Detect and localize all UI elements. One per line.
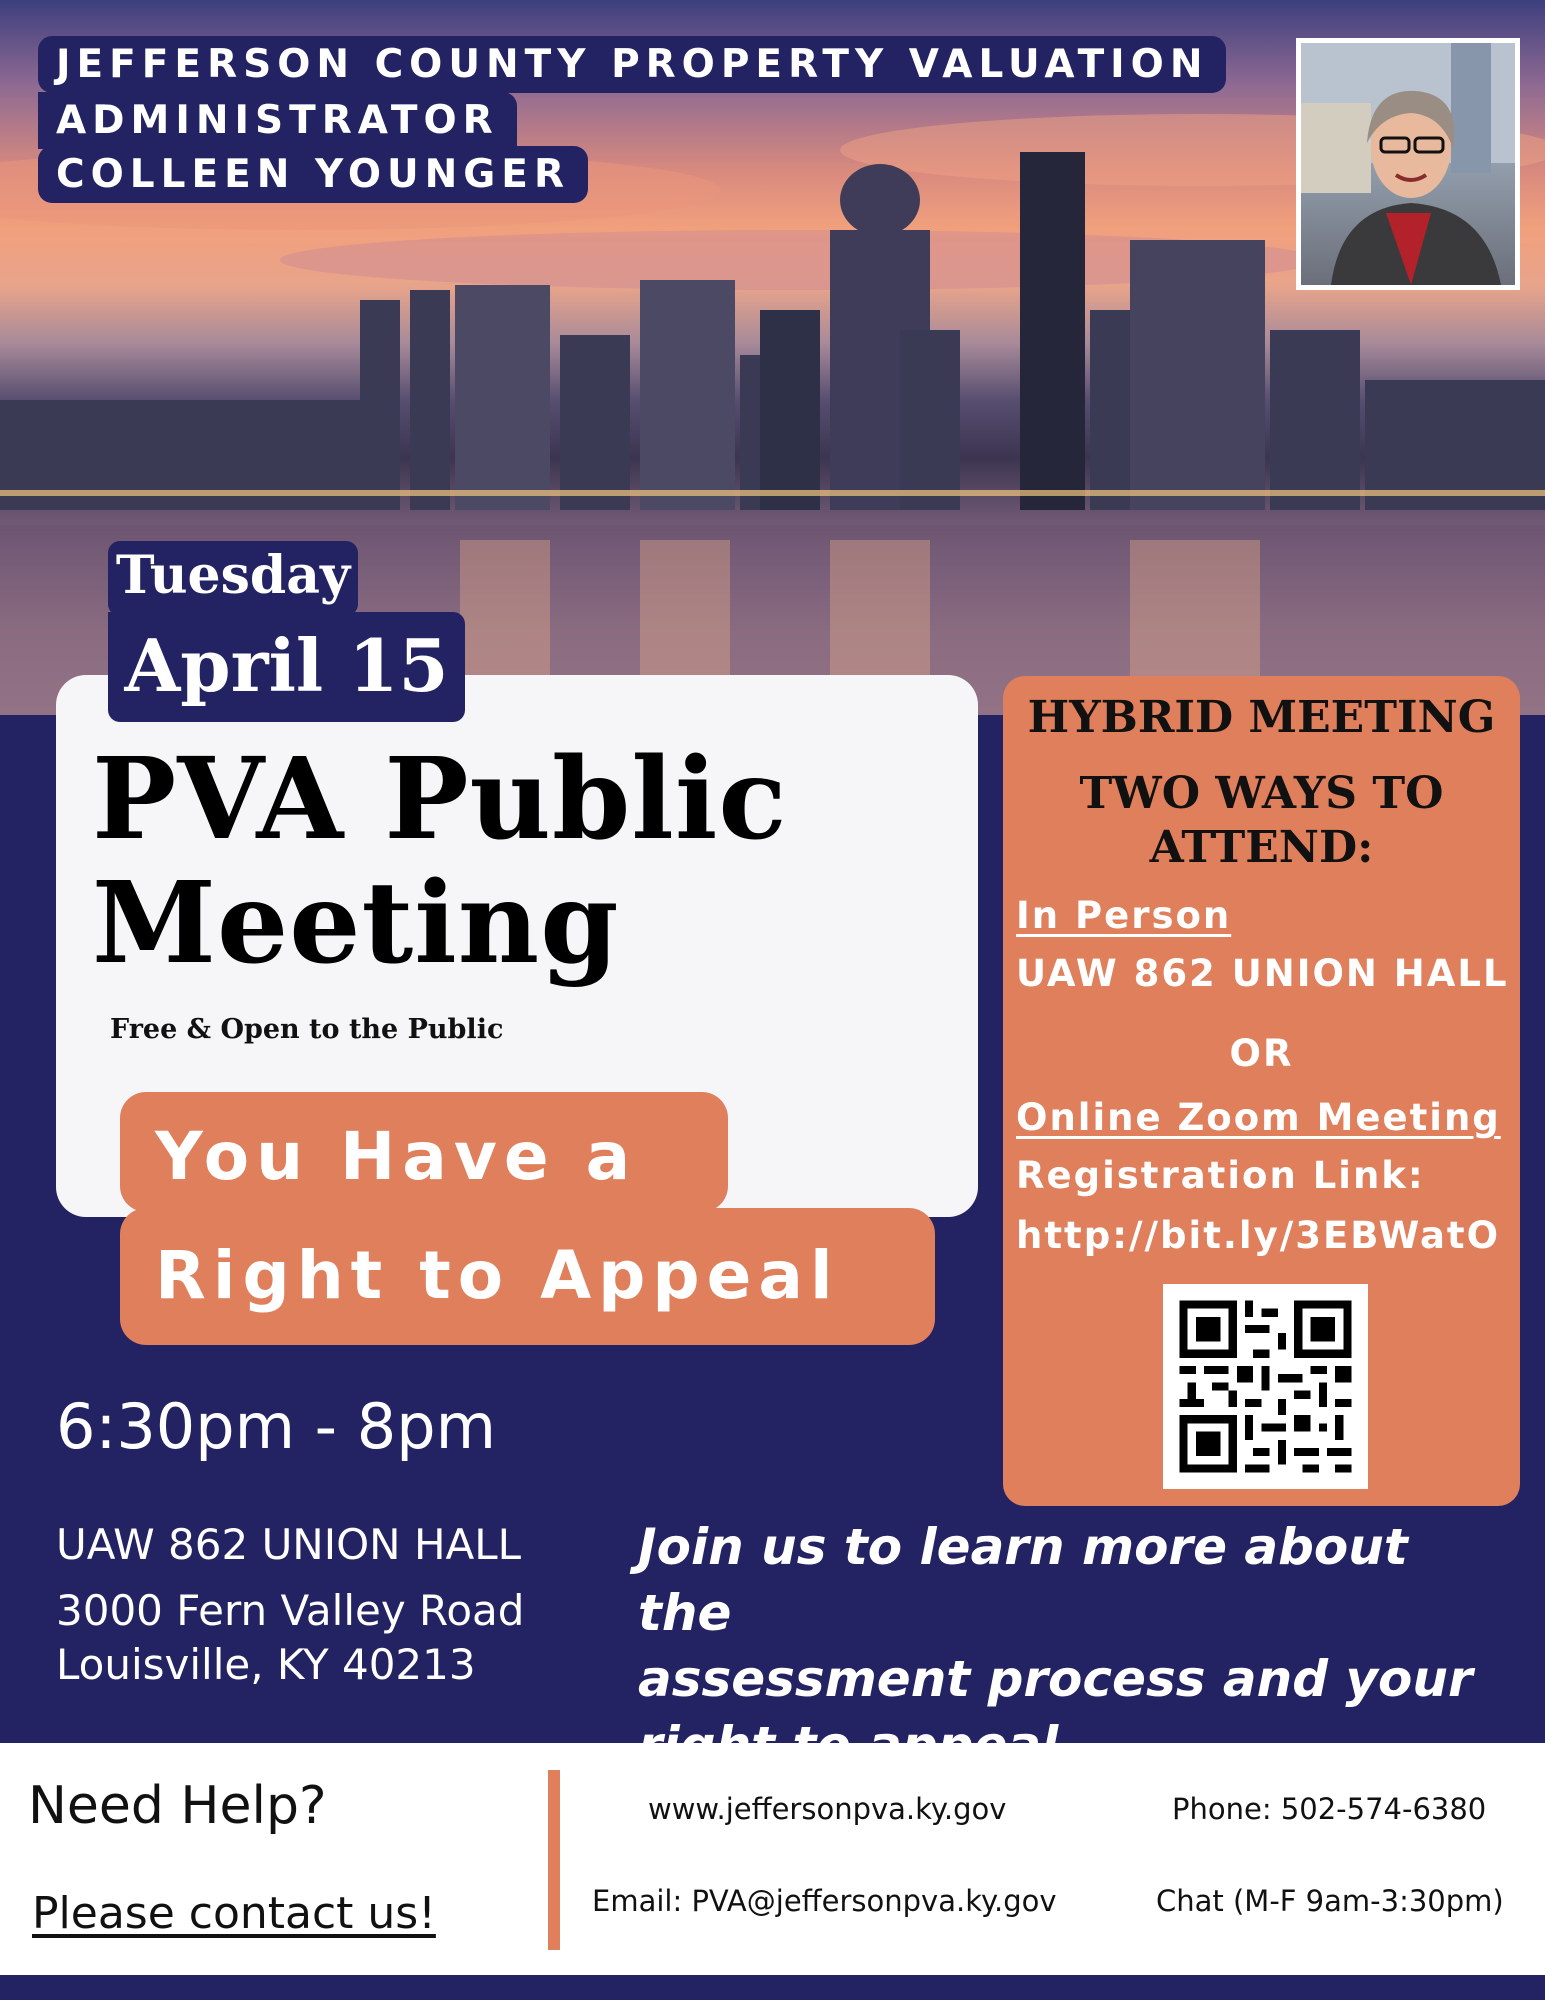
- online-zoom-label: Online Zoom Meeting: [1016, 1096, 1501, 1139]
- join-message: [638, 1514, 1518, 1778]
- join-line-2: assessment process and your: [638, 1650, 1473, 1708]
- event-title-line-2: Meeting: [92, 858, 620, 989]
- in-person-label: In Person: [1016, 894, 1232, 937]
- phone-number: Phone: 502-574-6380: [1172, 1792, 1487, 1826]
- ways-to-attend-line-2: ATTEND:: [1149, 822, 1374, 873]
- in-person-venue: UAW 862 UNION HALL: [1016, 952, 1509, 995]
- header-line-2: ADMINISTRATOR: [38, 92, 517, 149]
- venue-name: UAW 862 UNION HALL: [56, 1520, 522, 1569]
- administrator-portrait: [1296, 38, 1520, 290]
- footer-divider: [548, 1770, 560, 1950]
- qr-code[interactable]: [1163, 1284, 1368, 1489]
- join-line-1: Join us to learn more about the: [638, 1518, 1408, 1642]
- hybrid-heading: HYBRID MEETING: [1027, 692, 1496, 743]
- ways-to-attend-line-1: TWO WAYS TO: [1079, 768, 1444, 819]
- or-label: OR: [1229, 1032, 1294, 1075]
- need-help-heading: Need Help?: [28, 1776, 327, 1836]
- appeal-line-1: You Have a: [155, 1118, 638, 1195]
- registration-link[interactable]: http://bit.ly/3EBWatO: [1016, 1214, 1501, 1257]
- event-title-line-1: PVA Public: [92, 734, 788, 865]
- header-line-1: JEFFERSON COUNTY PROPERTY VALUATION: [38, 36, 1226, 93]
- venue-city: Louisville, KY 40213: [56, 1640, 476, 1689]
- event-title: [92, 734, 788, 989]
- chat-hours: Chat (M-F 9am-3:30pm): [1156, 1884, 1504, 1918]
- header-line-3: COLLEEN YOUNGER: [38, 146, 588, 203]
- day-label: Tuesday: [108, 541, 358, 616]
- footer-bottom-bar: [0, 1975, 1545, 2000]
- registration-label: Registration Link:: [1016, 1154, 1425, 1197]
- venue-street: 3000 Fern Valley Road: [56, 1586, 525, 1635]
- event-time: 6:30pm - 8pm: [56, 1390, 496, 1463]
- date-label: April 15: [108, 612, 465, 722]
- website-link[interactable]: www.jeffersonpva.ky.gov: [648, 1792, 1007, 1826]
- appeal-line-2: Right to Appeal: [155, 1237, 840, 1314]
- email-link[interactable]: Email: PVA@jeffersonpva.ky.gov: [592, 1884, 1057, 1918]
- event-subtitle: Free & Open to the Public: [110, 1014, 504, 1045]
- contact-us-link[interactable]: Please contact us!: [32, 1888, 436, 1939]
